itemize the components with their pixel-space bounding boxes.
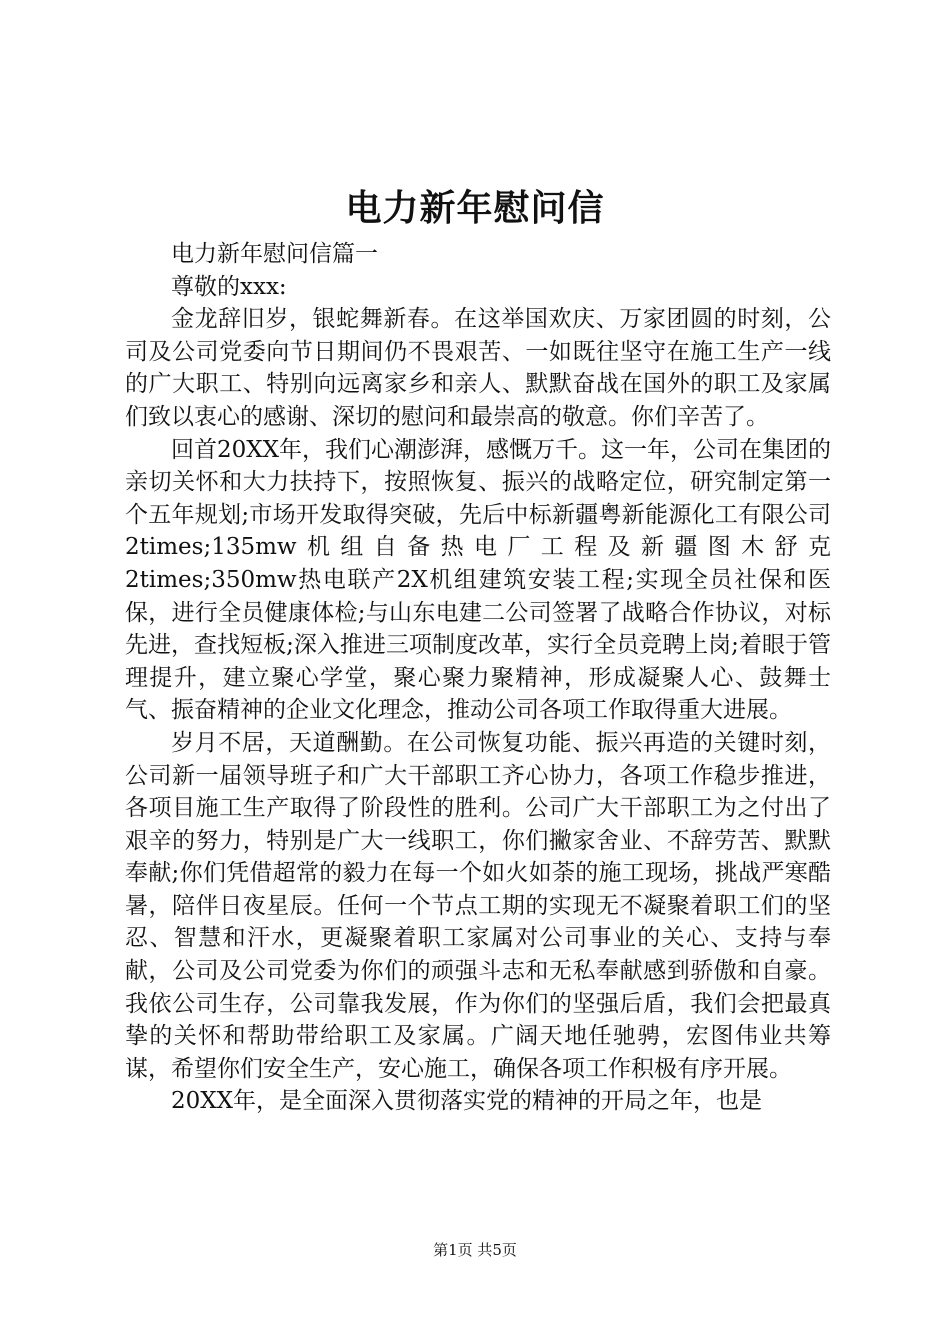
paragraph: 岁月不居，天道酬勤。在公司恢复功能、振兴再造的关键时刻，公司新一届领导班子和广大干部职工齐心协力，各项工作稳步推进，各项目施工生产取得了阶段性的胜利。公司广大干部职工为之付出了艰辛的努力，特别是广大一线职工，你们撇家舍业、不辞劳苦、默默奉献;你们凭借超常的毅力在每一个如火如荼的施工现场，挑战严寒酷暑，陪伴日夜星辰。任何一个节点工期的实现无不凝聚着职工们的坚忍、智慧和汗水，更凝聚着职工家属对公司事业的关心、支持与奉献，公司及公司党委为你们的顽强斗志和无私奉献感到骄傲和自豪。我依公司生存，公司靠我发展，作为你们的坚强后盾，我们会把最真挚的关怀和帮助带给职工及家属。广阔天地任驰骋，宏图伟业共筹谋，希望你们安全生产，安心施工，确保各项工作积极有序开展。 bbox=[125, 729, 831, 1082]
document-subtitle: 电力新年慰问信篇一 bbox=[171, 241, 378, 267]
salutation: 尊敬的xxx: bbox=[171, 273, 287, 300]
page-number: 第1页 共5页 bbox=[433, 1241, 517, 1259]
document-body bbox=[125, 238, 831, 1118]
paragraph: 回首20XX年，我们心潮澎湃，感慨万千。这一年，公司在集团的亲切关怀和大力扶持下，按照恢复、振兴的战略定位，研究制定第一个五年规划;市场开发取得突破，先后中标新疆粤新能源化工有限公司2times;135mw机组自备热电厂工程及新疆图木舒克2times;350mw热电联产2X机组建筑安装工程;实现全员社保和医保，进行全员健康体检;与山东电建二公司签署了战略合作协议，对标先进，查找短板;深入推进三项制度改革，实行全员竞聘上岗;着眼于管理提升，建立聚心学堂，聚心聚力聚精神，形成凝聚人心、鼓舞士气、振奋精神的企业文化理念，推动公司各项工作取得重大进展。 bbox=[125, 436, 832, 724]
paragraph: 20XX年，是全面深入贯彻落实党的精神的开局之年，也是 bbox=[171, 1088, 763, 1115]
document-title: 电力新年慰问信 bbox=[345, 187, 605, 229]
paragraph: 金龙辞旧岁，银蛇舞新春。在这举国欢庆、万家团圆的时刻，公司及公司党委向节日期间仍不畏艰苦、一如既往坚守在施工生产一线的广大职工、特别向远离家乡和亲人、默默奋战在国外的职工及家属们致以衷心的感谢、深切的慰问和最崇高的敬意。你们辛苦了。 bbox=[125, 306, 831, 430]
